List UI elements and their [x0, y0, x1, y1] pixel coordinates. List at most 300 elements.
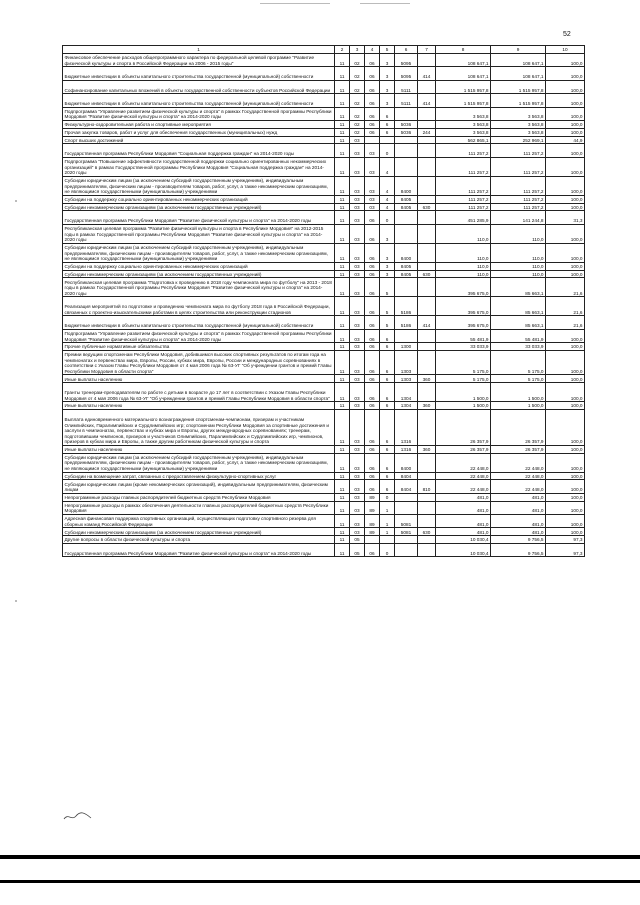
cell-c9: 111 257,2 [491, 157, 546, 176]
cell-c7 [418, 297, 436, 316]
cell-c4: 06 [365, 243, 380, 262]
cell-c9: 481,0 [491, 493, 546, 501]
cell-c7: 360 [418, 402, 436, 410]
cell-c2: 11 [335, 316, 350, 329]
table-row [63, 383, 585, 402]
cell-c2: 11 [335, 493, 350, 501]
cell-c8: 10 030,4 [436, 536, 491, 544]
cell-c5: 6 [380, 402, 395, 410]
cell-c10: 100,0 [546, 203, 585, 211]
column-header: 10 [546, 46, 585, 54]
cell-c2: 11 [335, 144, 350, 157]
cell-c4: 89 [365, 501, 380, 514]
row-description: Субсидии юридическим лицам (за исключением субсидий государственным учреждениям), индивидуальным предпринимателям, физическим лицам - производителям товаров, работ, услуг, а также некоммерческим организациям, не являющимся государственными (муниципальными) учреждениями [63, 453, 335, 472]
table-row [63, 472, 585, 480]
cell-c5: 6 [380, 480, 395, 493]
cell-c10: 100,0 [546, 329, 585, 342]
cell-c2: 11 [335, 80, 350, 93]
cell-c4: 03 [365, 144, 380, 157]
cell-c10: 21,6 [546, 316, 585, 329]
row-description: Государственная программа Республики Мордовия "Развитие физической культуры и спорта" на 2014-2020 годы [63, 544, 335, 557]
table-row [63, 128, 585, 136]
cell-c10: 100,0 [546, 402, 585, 410]
cell-c5: 3 [380, 243, 395, 262]
table-header-row [63, 46, 585, 54]
table-row [63, 195, 585, 203]
cell-c2: 11 [335, 480, 350, 493]
cell-c10: 100,0 [546, 80, 585, 93]
cell-c3: 03 [350, 243, 365, 262]
cell-c5: 6 [380, 445, 395, 453]
cell-c9: 85 663,1 [491, 278, 546, 297]
cell-c10: 100,0 [546, 445, 585, 453]
cell-c8: 110,0 [436, 262, 491, 270]
cell-c7 [418, 144, 436, 157]
table-row [63, 157, 585, 176]
cell-c2: 11 [335, 536, 350, 544]
cell-c2: 11 [335, 176, 350, 195]
table-row [63, 144, 585, 157]
cell-c5: 4 [380, 176, 395, 195]
cell-c10: 21,6 [546, 278, 585, 297]
row-description: Финансовое обеспечение расходов общепрограммного характера по федеральной целевой программе "Развитие физической культуры и спорта в Российской Федерации на 2006 - 2015 годы" [63, 54, 335, 67]
cell-c3: 03 [350, 278, 365, 297]
cell-c3: 03 [350, 343, 365, 351]
row-description: Физкультурно-оздоровительная работа и спортивные мероприятия [63, 120, 335, 128]
cell-c8: 108 647,1 [436, 67, 491, 80]
cell-c4 [365, 536, 380, 544]
cell-c10: 100,0 [546, 493, 585, 501]
cell-c9: 22 448,0 [491, 453, 546, 472]
cell-c10: 100,0 [546, 383, 585, 402]
cell-c5: 3 [380, 262, 395, 270]
cell-c3: 03 [350, 453, 365, 472]
cell-c4: 06 [365, 544, 380, 557]
cell-c9: 1 515 957,8 [491, 94, 546, 107]
row-description: Бюджетные инвестиции в объекты капитального строительства государственной (муниципальной) собственности [63, 316, 335, 329]
cell-c6 [395, 493, 418, 501]
cell-c4: 06 [365, 80, 380, 93]
cell-c7 [418, 80, 436, 93]
table-row [63, 402, 585, 410]
cell-c8: 26 357,9 [436, 445, 491, 453]
cell-c5: 4 [380, 195, 395, 203]
cell-c9: 85 663,1 [491, 297, 546, 316]
cell-c6: 1316 [395, 410, 418, 446]
scan-edge-bar [0, 880, 640, 883]
cell-c5: 3 [380, 67, 395, 80]
row-description: Субсидии юридическим лицам (кроме некоммерческих организаций), индивидуальным предпринимателям, физическим лицам [63, 480, 335, 493]
cell-c7 [418, 136, 436, 144]
column-header: 2 [335, 46, 350, 54]
cell-c6 [395, 211, 418, 224]
column-header: 9 [491, 46, 546, 54]
cell-c4: 89 [365, 515, 380, 528]
cell-c3: 03 [350, 224, 365, 243]
cell-c3: 03 [350, 195, 365, 203]
cell-c10: 97,3 [546, 536, 585, 544]
cell-c7 [418, 211, 436, 224]
cell-c5: 3 [380, 270, 395, 278]
cell-c4: 06 [365, 410, 380, 446]
cell-c3: 03 [350, 402, 365, 410]
cell-c2: 11 [335, 120, 350, 128]
cell-c10: 100,0 [546, 515, 585, 528]
row-description: Непрограммные расходы в рамках обеспечения деятельности главных распорядителей бюджетных средств Республики Мордовия [63, 501, 335, 514]
cell-c8: 451 285,9 [436, 211, 491, 224]
cell-c6: 5036 [395, 120, 418, 128]
cell-c3: 05 [350, 544, 365, 557]
cell-c6: 5036 [395, 128, 418, 136]
row-description: Другие вопросы в области физической культуры и спорта [63, 536, 335, 544]
cell-c7: 360 [418, 445, 436, 453]
cell-c10: 100,0 [546, 176, 585, 195]
cell-c10: 100,0 [546, 501, 585, 514]
row-description: Государственная программа Республики Мордовия "Социальная поддержка граждан" на 2014-2020 годы [63, 144, 335, 157]
cell-c6: 5111 [395, 80, 418, 93]
row-description: Субсидии юридическим лицам (за исключением субсидий государственным учреждениям), индивидуальным предпринимателям, физическим лицам - производителям товаров, работ, услуг, а также некоммерческим организациям, не являющимся государственными (муниципальными) учреждениями [63, 243, 335, 262]
cell-c7 [418, 120, 436, 128]
cell-c10: 44,9 [546, 136, 585, 144]
table-row [63, 453, 585, 472]
cell-c9: 110,0 [491, 243, 546, 262]
row-description: Подпрограмма "Управление развитием физической культуры и спорта" в рамках Государственной программы Республики Мордовия "Развитие физической культуры и спорта" на 2014-2020 годы [63, 329, 335, 342]
cell-c4: 06 [365, 120, 380, 128]
cell-c3: 03 [350, 383, 365, 402]
cell-c5: 3 [380, 224, 395, 243]
row-description: Подпрограмма "Повышение эффективности государственной поддержки социально ориентированных некоммерческих организаций" в рамках Государственной программы Республики Мордовия "Социальная поддержка граждан" на 2014-2020 годы [63, 157, 335, 176]
cell-c5: 3 [380, 54, 395, 67]
cell-c6: 8400 [395, 453, 418, 472]
cell-c3: 03 [350, 176, 365, 195]
cell-c5: 6 [380, 350, 395, 375]
row-description: Иные выплаты населению [63, 375, 335, 383]
table-row [63, 203, 585, 211]
cell-c6: 8405 [395, 270, 418, 278]
handwritten-mark [63, 810, 93, 822]
cell-c5: 3 [380, 80, 395, 93]
cell-c3: 03 [350, 528, 365, 536]
row-description: Государственная программа Республики Мордовия "Развитие физической культуры и спорта" на 2014-2020 годы [63, 211, 335, 224]
cell-c5: 6 [380, 472, 395, 480]
cell-c3: 03 [350, 410, 365, 446]
scan-dot [15, 600, 17, 602]
table-row [63, 270, 585, 278]
cell-c6: 1304 [395, 402, 418, 410]
cell-c4: 06 [365, 262, 380, 270]
cell-c5 [380, 536, 395, 544]
cell-c6 [395, 278, 418, 297]
cell-c10: 100,0 [546, 94, 585, 107]
cell-c5: 6 [380, 410, 395, 446]
cell-c3: 02 [350, 54, 365, 67]
cell-c5: 1 [380, 501, 395, 514]
cell-c10: 100,0 [546, 120, 585, 128]
cell-c10: 100,0 [546, 128, 585, 136]
cell-c4: 89 [365, 493, 380, 501]
cell-c3: 03 [350, 262, 365, 270]
cell-c2: 11 [335, 224, 350, 243]
cell-c3: 03 [350, 375, 365, 383]
cell-c2: 11 [335, 203, 350, 211]
cell-c4: 06 [365, 224, 380, 243]
cell-c9: 111 257,2 [491, 176, 546, 195]
cell-c7 [418, 195, 436, 203]
cell-c2: 11 [335, 262, 350, 270]
cell-c8: 395 675,0 [436, 297, 491, 316]
row-description: Премии ведущим спортсменам Республики Мордовия, добившимся высоких спортивных результатов по итогам года на чемпионатах и первенствах мира, Европы, России, кубках мира, Европы, России и международных соревнованиях в соответствии с Указом Главы Республики Мордовия от 4 мая 2006 года № 63-УГ "Об учреждении грантов и премий Главы Республики Мордовия в области спорта" [63, 350, 335, 375]
cell-c6 [395, 536, 418, 544]
row-description: Подпрограмма "Управление развитием физической культуры и спорта" в рамках Государственной программы Республики Мордовия "Развитие физической культуры и спорта" на 2014-2020 годы [63, 107, 335, 120]
cell-c10: 100,0 [546, 350, 585, 375]
cell-c2: 11 [335, 67, 350, 80]
cell-c6: 8400 [395, 243, 418, 262]
cell-c10: 100,0 [546, 528, 585, 536]
cell-c8: 1 500,0 [436, 383, 491, 402]
cell-c4: 03 [365, 176, 380, 195]
cell-c3: 02 [350, 80, 365, 93]
cell-c3: 03 [350, 445, 365, 453]
row-description: Бюджетные инвестиции в объекты капитального строительства государственной (муниципальной) собственности [63, 94, 335, 107]
cell-c9: 3 563,8 [491, 120, 546, 128]
cell-c2: 11 [335, 515, 350, 528]
row-description: Субсидии юридическим лицам (за исключением субсидий государственным учреждениям), индивидуальным предпринимателям, физическим лицам - производителям товаров, работ, услуг, а также некоммерческим организациям, не являющимся государственными (муниципальными) учреждениями [63, 176, 335, 195]
cell-c8: 3 563,8 [436, 120, 491, 128]
row-description: Субсидии на поддержку социально ориентированных некоммерческих организаций [63, 195, 335, 203]
cell-c9: 1 515 957,8 [491, 80, 546, 93]
cell-c7: 414 [418, 67, 436, 80]
cell-c7 [418, 278, 436, 297]
cell-c2: 11 [335, 402, 350, 410]
cell-c5 [380, 136, 395, 144]
row-description: Субсидии некоммерческим организациям (за исключением государственных учреждений) [63, 203, 335, 211]
cell-c2: 11 [335, 410, 350, 446]
cell-c9: 22 448,0 [491, 472, 546, 480]
cell-c8: 1 500,0 [436, 402, 491, 410]
cell-c8: 111 257,2 [436, 176, 491, 195]
column-header: 3 [350, 46, 365, 54]
row-description: Республиканская целевая программа "Подготовка к проведению в 2018 году чемпионата мира по футболу" на 2013 - 2018 годы в рамках Государственной программы Республики Мордовия "Развитие физической культуры и спорта" на 2014-2020 годы [63, 278, 335, 297]
cell-c3: 03 [350, 480, 365, 493]
cell-c8: 1 515 957,8 [436, 94, 491, 107]
cell-c6: 5095 [395, 54, 418, 67]
cell-c2: 11 [335, 136, 350, 144]
row-description: Иные выплаты населению [63, 445, 335, 453]
cell-c6: 1316 [395, 445, 418, 453]
cell-c9: 111 257,2 [491, 203, 546, 211]
cell-c10: 100,0 [546, 480, 585, 493]
table-row [63, 515, 585, 528]
cell-c4: 06 [365, 278, 380, 297]
row-description: Иные выплаты населению [63, 402, 335, 410]
cell-c6: 8405 [395, 195, 418, 203]
cell-c7 [418, 453, 436, 472]
cell-c3: 03 [350, 350, 365, 375]
cell-c4: 89 [365, 528, 380, 536]
cell-c9: 108 647,1 [491, 54, 546, 67]
cell-c2: 11 [335, 375, 350, 383]
cell-c6 [395, 157, 418, 176]
cell-c5: 4 [380, 203, 395, 211]
cell-c9: 55 481,9 [491, 329, 546, 342]
cell-c5: 1 [380, 528, 395, 536]
cell-c8: 10 030,4 [436, 544, 491, 557]
cell-c2: 11 [335, 297, 350, 316]
cell-c9: 33 033,9 [491, 343, 546, 351]
cell-c2: 11 [335, 54, 350, 67]
cell-c7: 630 [418, 203, 436, 211]
cell-c9: 252 969,1 [491, 136, 546, 144]
cell-c10: 100,0 [546, 157, 585, 176]
cell-c10: 100,0 [546, 262, 585, 270]
column-header: 7 [418, 46, 436, 54]
cell-c4: 06 [365, 472, 380, 480]
row-description: Бюджетные инвестиции в объекты капитального строительства государственной (муниципальной) собственности [63, 67, 335, 80]
cell-c3: 02 [350, 120, 365, 128]
cell-c9: 26 357,9 [491, 410, 546, 446]
cell-c2: 11 [335, 343, 350, 351]
cell-c10: 100,0 [546, 453, 585, 472]
scan-mark-top [360, 3, 410, 4]
cell-c5: 0 [380, 544, 395, 557]
cell-c4: 06 [365, 316, 380, 329]
cell-c4 [365, 136, 380, 144]
cell-c8: 5 175,0 [436, 350, 491, 375]
table-row [63, 343, 585, 351]
cell-c6: 8404 [395, 480, 418, 493]
cell-c5: 0 [380, 211, 395, 224]
cell-c9: 26 357,9 [491, 445, 546, 453]
cell-c5: 0 [380, 493, 395, 501]
cell-c3: 02 [350, 67, 365, 80]
cell-c4: 03 [365, 203, 380, 211]
cell-c10: 100,0 [546, 144, 585, 157]
cell-c4: 06 [365, 297, 380, 316]
cell-c9: 3 563,8 [491, 107, 546, 120]
cell-c3: 03 [350, 297, 365, 316]
cell-c2: 11 [335, 445, 350, 453]
cell-c9: 481,0 [491, 501, 546, 514]
cell-c9: 111 257,2 [491, 144, 546, 157]
table-row [63, 375, 585, 383]
cell-c10: 100,0 [546, 270, 585, 278]
cell-c6 [395, 544, 418, 557]
cell-c4: 06 [365, 343, 380, 351]
cell-c6: 5095 [395, 67, 418, 80]
row-description: Субсидии некоммерческим организациям (за исключением государственных учреждений) [63, 528, 335, 536]
cell-c3: 03 [350, 144, 365, 157]
cell-c4: 06 [365, 402, 380, 410]
cell-c3: 03 [350, 329, 365, 342]
table-row [63, 350, 585, 375]
cell-c7: 414 [418, 316, 436, 329]
cell-c3: 02 [350, 94, 365, 107]
cell-c8: 481,0 [436, 528, 491, 536]
page-number: 52 [563, 31, 571, 38]
cell-c10: 100,0 [546, 472, 585, 480]
cell-c8: 111 257,2 [436, 157, 491, 176]
cell-c7: 630 [418, 270, 436, 278]
cell-c9: 5 175,0 [491, 350, 546, 375]
row-description: Гранты тренерам-преподавателям по работе с детьми в возрасте до 17 лет в соответствии с Указом Главы Республики Мордовия от 4 мая 2006 года № 63-УГ "Об учреждении грантов и премий Главы Республики Мордовия в области спорта" [63, 383, 335, 402]
cell-c3: 02 [350, 107, 365, 120]
cell-c8: 110,0 [436, 224, 491, 243]
cell-c2: 11 [335, 211, 350, 224]
row-description: Софинансирование капитальных вложений в объекты государственной собственности субъектов Российской Федерации [63, 80, 335, 93]
table-row [63, 224, 585, 243]
cell-c6: 1303 [395, 350, 418, 375]
cell-c7 [418, 54, 436, 67]
cell-c4: 06 [365, 445, 380, 453]
cell-c7 [418, 536, 436, 544]
cell-c2: 11 [335, 270, 350, 278]
cell-c3: 03 [350, 472, 365, 480]
cell-c8: 395 675,0 [436, 278, 491, 297]
cell-c7: 810 [418, 480, 436, 493]
budget-table [62, 45, 585, 557]
cell-c5: 6 [380, 120, 395, 128]
row-description: Выплата единовременного материального вознаграждения спортсменам-чемпионам, призерам и участникам Олимпийских, Паралимпийских и Сурдлимпийских игр; спортсменам Республики Мордовия за спортивные достижения и заслуги в чемпионатах, первенствах и кубках мира и Европы, других международных соревнованиях; тренерам, подготовившим чемпионов, призеров и участников Олимпийских, Паралимпийских и Сурдлимпийских игр, чемпионов, призеров в кубках мира и Европы, а также другим работникам физической культуры и спорта [63, 410, 335, 446]
cell-c8: 55 481,9 [436, 329, 491, 342]
cell-c3: 03 [350, 157, 365, 176]
cell-c3: 03 [350, 136, 365, 144]
cell-c6: 5081 [395, 515, 418, 528]
cell-c2: 11 [335, 128, 350, 136]
table-row [63, 501, 585, 514]
cell-c9: 141 244,8 [491, 211, 546, 224]
cell-c4: 06 [365, 329, 380, 342]
cell-c9: 108 647,1 [491, 67, 546, 80]
table-row [63, 136, 585, 144]
cell-c4: 03 [365, 195, 380, 203]
cell-c3: 03 [350, 515, 365, 528]
cell-c3: 03 [350, 203, 365, 211]
column-header: 4 [365, 46, 380, 54]
cell-c7 [418, 157, 436, 176]
cell-c6: 8405 [395, 262, 418, 270]
cell-c5: 6 [380, 343, 395, 351]
cell-c2: 11 [335, 501, 350, 514]
cell-c6 [395, 144, 418, 157]
table-row [63, 480, 585, 493]
cell-c4: 06 [365, 270, 380, 278]
cell-c2: 11 [335, 472, 350, 480]
cell-c8: 481,0 [436, 501, 491, 514]
cell-c3: 05 [350, 536, 365, 544]
cell-c3: 02 [350, 128, 365, 136]
column-header: 5 [380, 46, 395, 54]
cell-c4: 06 [365, 375, 380, 383]
cell-c6: 1303 [395, 375, 418, 383]
cell-c4: 06 [365, 453, 380, 472]
table-row [63, 493, 585, 501]
cell-c3: 03 [350, 493, 365, 501]
table-row [63, 445, 585, 453]
cell-c7 [418, 515, 436, 528]
row-description: Субсидии на поддержку социально ориентированных некоммерческих организаций [63, 262, 335, 270]
cell-c2: 11 [335, 528, 350, 536]
table-row [63, 67, 585, 80]
cell-c8: 33 033,9 [436, 343, 491, 351]
cell-c6 [395, 501, 418, 514]
cell-c6 [395, 107, 418, 120]
cell-c10: 100,0 [546, 243, 585, 262]
cell-c9: 9 756,5 [491, 544, 546, 557]
cell-c4: 06 [365, 383, 380, 402]
cell-c2: 11 [335, 544, 350, 557]
cell-c2: 11 [335, 94, 350, 107]
cell-c7: 414 [418, 94, 436, 107]
